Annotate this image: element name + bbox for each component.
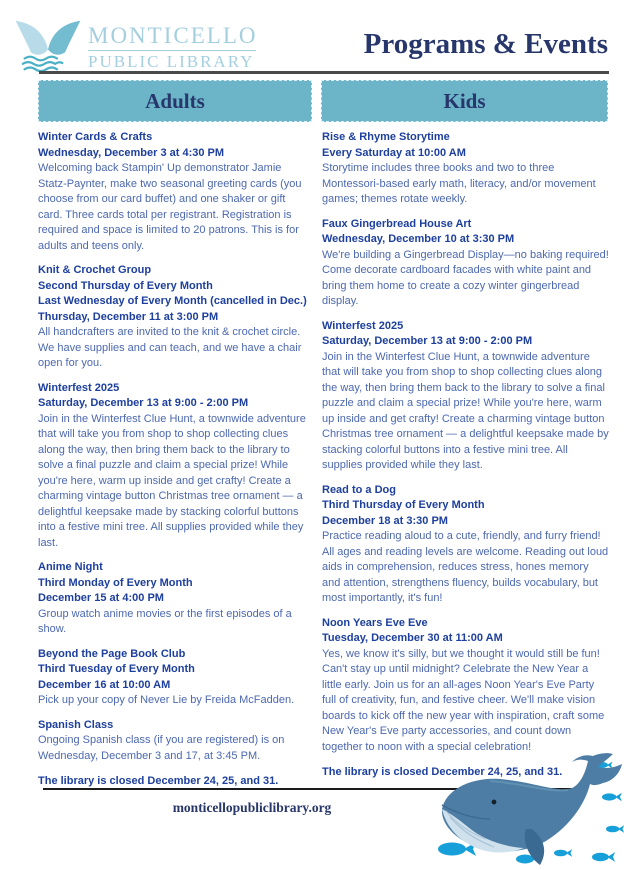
event-listing [38,381,311,552]
library-website-url: monticellopubliclibrary.org [172,800,332,815]
event-description: Pick up your copy of Never Lie by Freida McFadden. [38,694,295,706]
event-description: Storytime includes three books and two to three Montessori-based early math, literacy, and/or movement games; themes rotate weekly. [322,162,596,205]
whale-with-fish-illustration [430,753,624,870]
closure-notice: The library is closed December 24, 25, and 31. [38,775,279,787]
event-description: We're building a Gingerbread Display—no baking required! Come decorate cardboard facades with white paint and bring them home to create a cozy winter gingerbread display. [322,248,609,307]
event-listing [38,263,311,372]
event-listing [322,483,609,607]
event-title: Winterfest 2025 [322,319,404,332]
event-description: Welcoming back Stampin' Up demonstrator Jamie Statz-Paynter, make two seasonal greeting cards (you choose from our card buffet) and one shaker or gift card. Three cards total per registrant. Registration is required and space is limited to 20 patrons. This is for adults and teens only. [38,162,302,252]
event-listing [38,647,311,709]
event-listing [322,616,609,756]
event-schedule-line: Wednesday, December 3 at 4:30 PM [38,146,225,159]
event-schedule-line: December 18 at 3:30 PM [322,514,448,527]
library-logo [12,16,257,74]
event-schedule-line: Third Monday of Every Month [38,576,193,589]
header-divider [39,71,609,74]
event-description: Join in the Winterfest Clue Hunt, a townwide adventure that will take you from shop to shop collecting clues along the way, then bring them back to the library to solve a final puzzle and claim a special prize! While you're here, warm up inside and get crafty! Create a charming vintage button Christmas tree ornament — a delightful keepsake made by stacking colorful buttons into a festive mini tree. All supplies provided while they last. [38,412,306,549]
event-listing [322,217,609,310]
event-schedule-line: Third Tuesday of Every Month [38,663,195,675]
event-schedule-line: December 15 at 4:00 PM [38,592,164,604]
event-listing [322,319,609,474]
event-schedule-line: Second Thursday of Every Month [38,279,213,292]
event-schedule-line: Every Saturday at 10:00 AM [322,146,466,159]
event-schedule-line: Thursday, December 11 at 3:00 PM [38,310,219,323]
adults-section-header: Adults [38,80,312,122]
whale-tail-icon [12,16,84,74]
event-schedule-line: Saturday, December 13 at 9:00 - 2:00 PM [38,397,249,409]
logo-name-line1: MONTICELLO [88,23,258,48]
closure-notice: The library is closed December 24, 25, and 31. [322,766,563,778]
event-description: All handcrafters are invited to the knit & crochet circle. We have supplies and can teach, and we have a chair open for you. [38,326,302,369]
event-title: Rise & Rhyme Storytime [322,131,450,143]
event-listing [38,130,311,254]
event-schedule-line: December 16 at 10:00 AM [38,678,171,691]
event-listing [38,560,311,638]
page-title: Programs & Events [363,28,608,60]
event-description: Practice reading aloud to a cute, friendly, and furry friend! All ages and reading levels are welcome. Reading out loud aids in comprehension, reduces stress, hones memory and attention, strengthens fluency, builds vocabulary, but most importantly, it's fun! [322,530,609,604]
event-schedule-line: Saturday, December 13 at 9:00 - 2:00 PM [322,335,533,347]
event-title: Noon Years Eve Eve [322,616,428,629]
event-title: Faux Gingerbread House Art [322,217,472,230]
event-title: Spanish Class [38,718,114,731]
event-title: Winter Cards & Crafts [38,131,153,143]
logo-name-line2: PUBLIC LIBRARY [88,52,255,71]
event-listing [322,130,609,208]
event-schedule-line: Wednesday, December 10 at 3:30 PM [322,233,515,245]
event-title: Knit & Crochet Group [38,264,152,276]
event-title: Read to a Dog [322,483,396,496]
kids-column [322,130,609,781]
logo-divider [88,50,256,51]
event-description: Join in the Winterfest Clue Hunt, a townwide adventure that will take you from shop to shop collecting clues along the way, then bring them back to the library to solve a final puzzle and claim a special prize! While you're here, warm up inside and get crafty! Create a charming vintage button Christmas tree ornament — a delightful keepsake made by stacking colorful buttons into a festive mini tree. All supplies provided while they last. [322,350,609,471]
event-description: Ongoing Spanish class (if you are registered) is on Wednesday, December 3 and 17, at 3:45 PM. [38,734,285,762]
event-title: Anime Night [38,561,103,573]
event-title: Beyond the Page Book Club [38,647,186,660]
event-title: Winterfest 2025 [38,381,120,394]
adults-column [38,130,311,790]
event-schedule-line: Tuesday, December 30 at 11:00 AM [322,632,503,644]
kids-section-header: Kids [321,80,608,122]
logo-text [88,24,257,71]
event-description: Yes, we know it's silly, but we thought it would still be fun! Can't stay up until midnight? Celebrate the New Year a little early. Join us for an all-ages Noon Year's Eve Party full of creativity, fun, and festive cheer. We'll make vision boards to kick off the new year with inspiration, craft some New Year's Eve party accessories, and count down together to noon with a special celebration! [322,647,605,753]
event-description: Group watch anime movies or the first episodes of a show. [38,607,292,635]
event-schedule-line: Third Thursday of Every Month [322,499,485,511]
event-schedule-line: Last Wednesday of Every Month (cancelled in Dec.) [38,295,307,307]
event-listing [38,718,311,765]
